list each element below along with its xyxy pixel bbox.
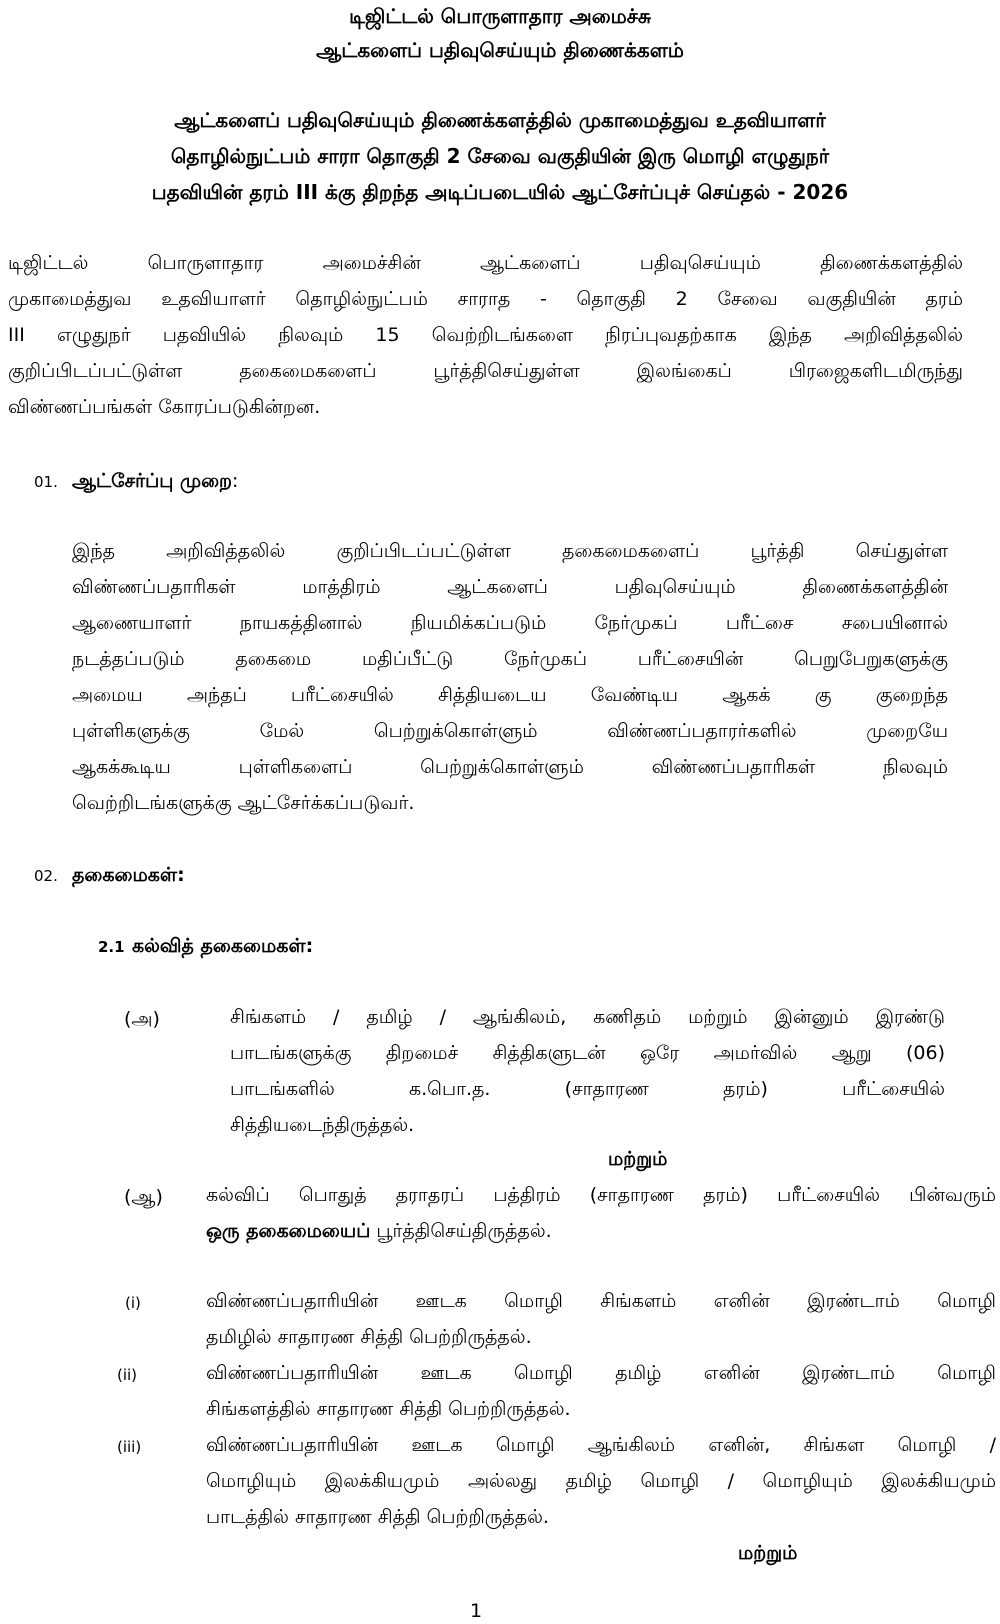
item-a-line-4: சித்தியடைந்திருத்தல். — [230, 1114, 415, 1136]
item-iii-line-3: பாடத்தில் சாதாரண சித்தி பெற்றிருத்தல். — [206, 1506, 549, 1528]
item-ii-line-1: விண்ணப்பதாரியின் ஊடக மொழி தமிழ் எனின் இரண்டாம் மொழி — [206, 1362, 996, 1384]
department-name: ஆட்களைப் பதிவுசெய்யும் திணைக்களம் — [316, 38, 684, 62]
intro-line-4: குறிப்பிடப்பட்டுள்ள தகைமைகளைப் பூர்த்திசெய்துள்ள இலங்கைப் பிரஜைகளிடமிருந்து — [8, 360, 963, 382]
section-1-line-7: ஆகக்கூடிய புள்ளிகளைப் பெற்றுக்கொள்ளும் விண்ணப்பதாரிகள் நிலவும் — [72, 756, 948, 778]
notice-title-line-1: ஆட்களைப் பதிவுசெய்யும் திணைக்களத்தில் முகாமைத்துவ உதவியாளர் — [174, 108, 826, 132]
section-1-line-4: நடத்தப்படும் தகைமை மதிப்பீட்டு நேர்முகப் பரீட்சையின் பெறுபேறுகளுக்கு — [72, 648, 948, 670]
item-aa-bold-text: ஒரு தகைமையைப் — [206, 1220, 371, 1242]
section-1-heading — [72, 470, 238, 495]
item-iii-line-2: மொழியும் இலக்கியமும் அல்லது தமிழ் மொழி / மொழியும் இலக்கியமும் — [206, 1470, 996, 1492]
item-ii-line-2: சிங்களத்தில் சாதாரண சித்தி பெற்றிருத்தல். — [206, 1398, 571, 1420]
item-iii-line-1: விண்ணப்பதாரியின் ஊடக மொழி ஆங்கிலம் எனின், சிங்கள மொழி / — [206, 1434, 996, 1456]
section-2-heading: தகைமைகள்: — [72, 864, 185, 886]
section-1-number: 01. — [34, 473, 58, 491]
item-aa-label: (ஆ) — [124, 1186, 163, 1208]
item-a-line-3: பாடங்களில் க.பொ.த. (சாதாரண தரம்) பரீட்சையில் — [230, 1078, 945, 1100]
item-i-label: (i) — [125, 1294, 141, 1312]
section-1-line-3: ஆணையாளர் நாயகத்தினால் நியமிக்கப்படும் நேர்முகப் பரீட்சை சபையினால் — [72, 612, 948, 634]
intro-line-2: முகாமைத்துவ உதவியாளர் தொழில்நுட்பம் சாராத - தொகுதி 2 சேவை வகுதியின் தரம் — [8, 288, 963, 310]
and-connector-2: மற்றும் — [738, 1542, 798, 1564]
item-ii-label: (ii) — [117, 1366, 138, 1384]
section-1-line-5: அமைய அந்தப் பரீட்சையில் சித்தியடைய வேண்டிய ஆகக் கு குறைந்த — [72, 684, 948, 706]
item-aa-rest-text: பூர்த்திசெய்திருத்தல். — [370, 1220, 552, 1242]
section-1-line-2: விண்ணப்பதாரிகள் மாத்திரம் ஆட்களைப் பதிவுசெய்யும் திணைக்களத்தின் — [72, 576, 948, 598]
item-i-line-2: தமிழில் சாதாரண சித்தி பெற்றிருத்தல். — [206, 1326, 532, 1348]
item-a-label: (அ) — [124, 1008, 160, 1030]
page-number: 1 — [470, 1600, 483, 1622]
item-aa-line-1: கல்விப் பொதுத் தராதரப் பத்திரம் (சாதாரண தரம்) பரீட்சையில் பின்வரும் — [206, 1184, 996, 1206]
section-1-heading-text: ஆட்சேர்ப்பு முறை — [72, 470, 232, 492]
and-connector-1: மற்றும் — [608, 1148, 668, 1170]
item-a-line-1: சிங்களம் / தமிழ் / ஆங்கிலம், கணிதம் மற்றும் இன்னும் இரண்டு — [230, 1006, 945, 1028]
section-1-line-6: புள்ளிகளுக்கு மேல் பெற்றுக்கொள்ளும் விண்ணப்பதாரர்களில் முறையே — [72, 720, 948, 742]
item-a-line-2: பாடங்களுக்கு திறமைச் சித்திகளுடன் ஒரே அமர்வில் ஆறு (06) — [230, 1042, 945, 1064]
subsection-2-1-heading: கல்வித் தகைமைகள்: — [132, 935, 314, 957]
item-aa-line-2 — [206, 1220, 552, 1245]
intro-line-5: விண்ணப்பங்கள் கோரப்படுகின்றன. — [8, 396, 321, 418]
ministry-name: டிஜிட்டல் பொருளாதார அமைச்சு — [349, 4, 651, 28]
subsection-2-1-number: 2.1 — [98, 938, 125, 956]
section-1-line-1: இந்த அறிவித்தலில் குறிப்பிடப்பட்டுள்ள தகைமைகளைப் பூர்த்தி செய்துள்ள — [72, 540, 948, 562]
item-iii-label: (iii) — [117, 1438, 142, 1456]
intro-line-1: டிஜிட்டல் பொருளாதார அமைச்சின் ஆட்களைப் பதிவுசெய்யும் திணைக்களத்தில் — [8, 252, 963, 274]
section-2-number: 02. — [34, 867, 58, 885]
section-1-heading-colon: : — [232, 470, 239, 492]
notice-title-line-2: தொழில்நுட்பம் சாரா தொகுதி 2 சேவை வகுதியின் இரு மொழி எழுதுநர் — [170, 144, 830, 168]
intro-line-3: III எழுதுநர் பதவியில் நிலவும் 15 வெற்றிடங்களை நிரப்புவதற்காக இந்த அறிவித்தலில் — [8, 324, 963, 346]
item-i-line-1: விண்ணப்பதாரியின் ஊடக மொழி சிங்களம் எனின் இரண்டாம் மொழி — [206, 1290, 996, 1312]
notice-title-line-3: பதவியின் தரம் III க்கு திறந்த அடிப்படையில் ஆட்சேர்ப்புச் செய்தல் - 2026 — [151, 180, 849, 204]
section-1-line-8: வெற்றிடங்களுக்கு ஆட்சேர்க்கப்படுவர். — [72, 792, 415, 814]
